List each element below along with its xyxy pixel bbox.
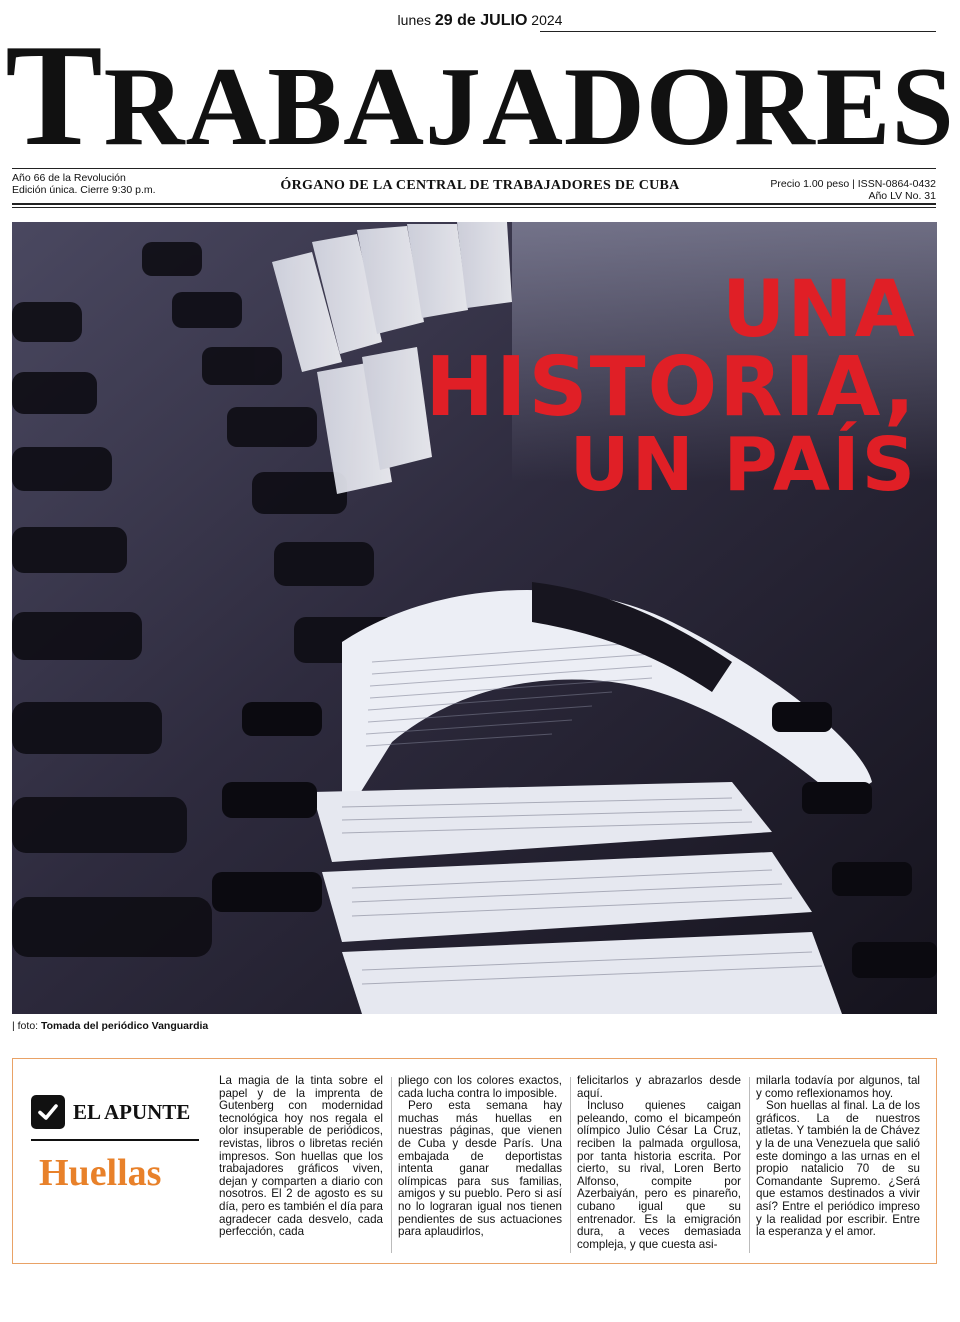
apunte-column-3	[577, 1075, 741, 1251]
apunte-title: Huellas	[39, 1152, 162, 1194]
meta-right	[770, 178, 936, 202]
meta-year-revolution: Año 66 de la Revolución	[12, 172, 126, 184]
apunte-column-4	[756, 1075, 920, 1239]
meta-edition: Edición única. Cierre 9:30 p.m.	[12, 184, 156, 196]
apunte-paragraph: Son huellas al final. La de los gráficos. La de nuestros atletas. Y también la de Chávez y la de una Venezuela que salió este domingo a las urnas en el propio natalicio 70 de su Comandante Supremo. ¿Será que estamos destinados a vivir así? Entre el periódico impreso y la realidad por escribir. Entre la esperanza y el amor.	[756, 1099, 920, 1239]
photo-credit-prefix: | foto:	[12, 1020, 41, 1032]
photo-credit	[12, 1020, 208, 1032]
column-separator	[391, 1077, 392, 1253]
cover-photo	[12, 222, 937, 1014]
apunte-paragraph: milarla todavía por algunos, tal y como reflexionamos hoy.	[756, 1074, 920, 1100]
headline-line-1: UNA	[722, 265, 917, 355]
meta-price-issn: Precio 1.00 peso | ISSN-0864-0432	[770, 178, 936, 190]
apunte-column-1	[219, 1075, 383, 1239]
apunte-underline	[31, 1139, 199, 1141]
rule-top	[12, 168, 936, 169]
date-year: 2024	[531, 12, 563, 28]
apunte-paragraph: Pero esta semana hay muchas más huellas en nuestras páginas, que vienen de Cuba y desde París. Una embajada de deportistas intenta ganar medallas olímpicas para sus familias, amigos y su pueblo. Pero si así no lo lograran igual nos tienen pendientes de sus actuaciones para aplaudirlos,	[398, 1099, 562, 1239]
meta-organ: ÓRGANO DE LA CENTRAL DE TRABAJADORES DE CUBA	[280, 178, 680, 193]
column-separator	[570, 1077, 571, 1253]
column-separator	[749, 1077, 750, 1253]
rule-double-bottom	[12, 207, 936, 208]
date-weekday: lunes	[397, 12, 432, 28]
masthead-rest: RABAJADORES	[103, 45, 955, 169]
apunte-paragraph: Incluso quienes caigan peleando, como el bicampeón olímpico Julio César La Cruz, reciben la palmada orgullosa, por tanta historia escrita. Por cierto, su rival, Loren Berto Alfonso, compite por Azerbaiyán, pero es pinareño, cubano igual que su entrenador. Es la emigración dura, a veces demasiada compleja, y que cuesta asi-	[577, 1099, 741, 1251]
photo-credit-source: Tomada del periódico Vanguardia	[41, 1020, 209, 1032]
apunte-paragraph: pliego con los colores exactos, cada lucha contra lo imposible.	[398, 1074, 562, 1100]
date-day-month: 29 de JULIO	[434, 12, 528, 29]
headline-line-2: HISTORIA,	[425, 340, 917, 436]
headline	[425, 265, 917, 508]
apunte-column-2	[398, 1075, 562, 1239]
rule-double-top	[12, 203, 936, 205]
checkmark-icon	[31, 1095, 65, 1129]
apunte-paragraph: La magia de la tinta sobre el papel y de la imprenta de Gutenberg con modernidad tecnológica hoy nos regala el olor insuperable de periódicos, revistas, libros o libretas recién impresos. Son huellas que los trabajadores gráficos viven, dejan y comparten a diario con nosotros. El 2 de agosto es su día, pero es también el día para agradecer cada desvelo, cada perfección, cada	[219, 1074, 383, 1239]
apunte-box	[12, 1058, 937, 1264]
apunte-section-label: EL APUNTE	[73, 1099, 191, 1124]
apunte-paragraph: felicitarlos y abrazarlos desde aquí.	[577, 1074, 741, 1100]
masthead-initial: T	[5, 14, 104, 176]
meta-issue-number: Año LV No. 31	[868, 190, 936, 202]
apunte-label	[31, 1095, 190, 1129]
headline-line-3: UN PAÍS	[569, 421, 917, 508]
